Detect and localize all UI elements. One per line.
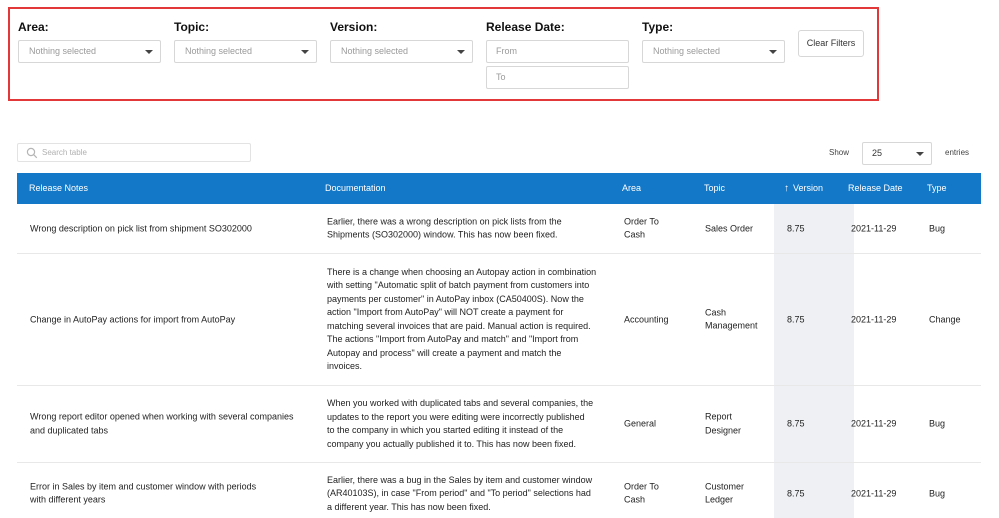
- release-date-to-placeholder: To: [496, 72, 506, 82]
- type-filter: [642, 19, 721, 56]
- clear-filters-button[interactable]: Clear Filters: [798, 30, 864, 57]
- cell-release-date-line: 2021-11-29: [851, 418, 897, 429]
- topic-filter-label: Topic:: [174, 20, 210, 34]
- cell-version-line: 8.75: [787, 313, 805, 324]
- cell-release-date-line: 2021-11-29: [851, 313, 897, 324]
- cell-topic-line: Customer: [705, 481, 745, 491]
- column-header-type[interactable]: Type: [927, 183, 947, 193]
- cell-version: [787, 487, 805, 501]
- cell-release-note: [30, 222, 252, 236]
- cell-topic-line: Sales Order: [705, 222, 754, 233]
- table-row[interactable]: [17, 463, 981, 518]
- version-filter-label: Version:: [330, 20, 378, 34]
- cell-version: [787, 222, 805, 236]
- cell-release-date: [851, 222, 896, 236]
- table-row[interactable]: [17, 254, 981, 386]
- column-header-release-date[interactable]: Release Date: [848, 183, 903, 193]
- filter-panel: [8, 7, 879, 101]
- version-filter: [330, 19, 409, 56]
- cell-topic-line: Ledger: [705, 494, 734, 505]
- type-select[interactable]: [642, 40, 785, 63]
- cell-type: [929, 222, 945, 236]
- cell-documentation-line: When you worked with duplicated tabs and several companies, the: [327, 398, 594, 408]
- area-select[interactable]: [18, 40, 161, 63]
- release-date-to-input[interactable]: [486, 66, 629, 89]
- cell-documentation-line: company you actually published it to. This has now been fixed.: [327, 438, 576, 449]
- cell-version-line: 8.75: [787, 222, 805, 233]
- show-label: Show: [829, 148, 850, 157]
- cell-topic-line: Cash: [705, 307, 727, 317]
- version-select-value: Nothing selected: [341, 46, 409, 56]
- cell-topic-line: Designer: [705, 425, 742, 435]
- cell-documentation-line: (AR40103S), in case "From period" and "To period" selections had: [327, 487, 591, 498]
- cell-release-note-line: Error in Sales by item and customer window with periods: [30, 481, 257, 491]
- table-row[interactable]: [17, 386, 981, 463]
- cell-area: [624, 313, 669, 327]
- search-icon: [26, 147, 38, 159]
- cell-topic-line: Management: [705, 320, 758, 331]
- chevron-down-icon: [457, 50, 465, 54]
- cell-documentation: [327, 473, 592, 514]
- cell-documentation-line: action "Import from AutoPay" will NOT create a payment for: [327, 307, 564, 317]
- cell-documentation-line: invoices.: [327, 361, 363, 371]
- cell-documentation-line: There is a change when choosing an Autopay action in combination: [327, 266, 597, 277]
- cell-version: [787, 417, 805, 431]
- cell-release-note-line: Change in AutoPay actions for import from AutoPay: [30, 313, 236, 324]
- cell-version: [787, 313, 805, 327]
- version-select[interactable]: [330, 40, 473, 63]
- cell-documentation-line: to the company in which you started editing it instead of the: [327, 425, 564, 435]
- cell-documentation-line: Earlier, there was a bug in the Sales by item and customer window: [327, 474, 593, 485]
- table-body: [17, 204, 981, 518]
- entries-select-value: 25: [872, 148, 883, 158]
- type-select-value: Nothing selected: [653, 46, 721, 56]
- cell-documentation-line: The actions "Import from AutoPay and match" and "Import from: [327, 334, 579, 344]
- topic-select-value: Nothing selected: [185, 46, 253, 56]
- cell-documentation: [327, 397, 593, 451]
- chevron-down-icon: [916, 152, 924, 156]
- cell-documentation-line: Earlier, there was a wrong description on pick lists from the: [327, 216, 562, 226]
- cell-area: [624, 480, 659, 507]
- entries-select[interactable]: [862, 142, 932, 165]
- cell-type: [929, 313, 961, 327]
- cell-documentation-line: a different year. This has now been fixed.: [327, 501, 491, 512]
- table-header: [17, 173, 981, 204]
- column-header-version[interactable]: [784, 173, 823, 204]
- column-header-area[interactable]: Area: [622, 183, 642, 193]
- search-input[interactable]: [17, 143, 251, 162]
- cell-area-line: Cash: [624, 494, 646, 505]
- cell-release-date: [851, 487, 896, 501]
- topic-select[interactable]: [174, 40, 317, 63]
- cell-topic-line: Report: [705, 411, 733, 422]
- cell-area-line: Cash: [624, 229, 646, 240]
- cell-documentation-line: payments per customer" in AutoPay inbox (CA50400S). Now the: [327, 293, 584, 304]
- topic-filter: [174, 19, 253, 56]
- column-header-release-notes[interactable]: Release Notes: [29, 183, 89, 193]
- cell-type-line: Bug: [929, 222, 946, 233]
- cell-type-line: Bug: [929, 418, 946, 429]
- cell-version-line: 8.75: [787, 487, 805, 498]
- chevron-down-icon: [769, 50, 777, 54]
- area-select-value: Nothing selected: [29, 46, 97, 56]
- cell-topic: [705, 222, 753, 236]
- cell-type-line: Bug: [929, 487, 946, 498]
- column-header-version-label: Version: [793, 183, 824, 193]
- area-filter: [18, 19, 97, 56]
- cell-type: [929, 417, 945, 431]
- cell-documentation-line: Shipments (SO302000) window. This has now been fixed.: [327, 229, 558, 240]
- cell-release-note-line: and duplicated tabs: [30, 425, 109, 435]
- cell-release-note-line: Wrong description on pick list from shipment SO302000: [30, 222, 252, 233]
- cell-area-line: Accounting: [624, 313, 669, 324]
- cell-release-note: [30, 411, 293, 438]
- chevron-down-icon: [301, 50, 309, 54]
- cell-topic: [705, 480, 744, 507]
- cell-documentation-line: Autopay and process" will create a payment and match the: [327, 347, 562, 358]
- cell-documentation-line: with setting "Automatic split of batch payment from customers into: [327, 280, 590, 290]
- cell-release-note: [30, 480, 256, 507]
- cell-area-line: Order To: [624, 481, 659, 491]
- release-date-filter: [486, 19, 565, 82]
- cell-topic: [705, 411, 741, 438]
- cell-release-note-line: with different years: [30, 494, 106, 505]
- cell-documentation-line: updates to the report you were editing were incorrectly published: [327, 411, 585, 422]
- release-date-from-input[interactable]: [486, 40, 629, 63]
- chevron-down-icon: [145, 50, 153, 54]
- cell-release-note-line: Wrong report editor opened when working with several companies: [30, 411, 294, 422]
- search-placeholder: Search table: [42, 148, 87, 157]
- column-header-documentation[interactable]: Documentation: [325, 183, 386, 193]
- cell-area: [624, 215, 659, 242]
- cell-type-line: Change: [929, 313, 961, 324]
- table-row[interactable]: [17, 204, 981, 254]
- entries-label: entries: [945, 148, 970, 157]
- cell-topic: [705, 306, 758, 333]
- cell-area-line: Order To: [624, 216, 659, 226]
- cell-type: [929, 487, 945, 501]
- cell-release-date-line: 2021-11-29: [851, 222, 897, 233]
- cell-version-line: 8.75: [787, 418, 805, 429]
- cell-release-date: [851, 417, 896, 431]
- cell-documentation: [327, 215, 562, 242]
- cell-release-note: [30, 313, 235, 327]
- cell-documentation: [327, 266, 596, 374]
- type-filter-label: Type:: [642, 20, 674, 34]
- cell-area: [624, 417, 656, 431]
- cell-documentation-line: matching several invoices that are paid. Manual action is required.: [327, 320, 591, 331]
- release-notes-table: [17, 173, 981, 518]
- area-filter-label: Area:: [18, 20, 49, 34]
- cell-release-date-line: 2021-11-29: [851, 487, 897, 498]
- column-header-topic[interactable]: Topic: [704, 183, 726, 193]
- release-date-from-placeholder: From: [496, 46, 517, 56]
- arrow-up-icon: ↑: [784, 183, 789, 194]
- cell-area-line: General: [624, 418, 657, 429]
- cell-release-date: [851, 313, 896, 327]
- release-date-filter-label: Release Date:: [486, 20, 565, 34]
